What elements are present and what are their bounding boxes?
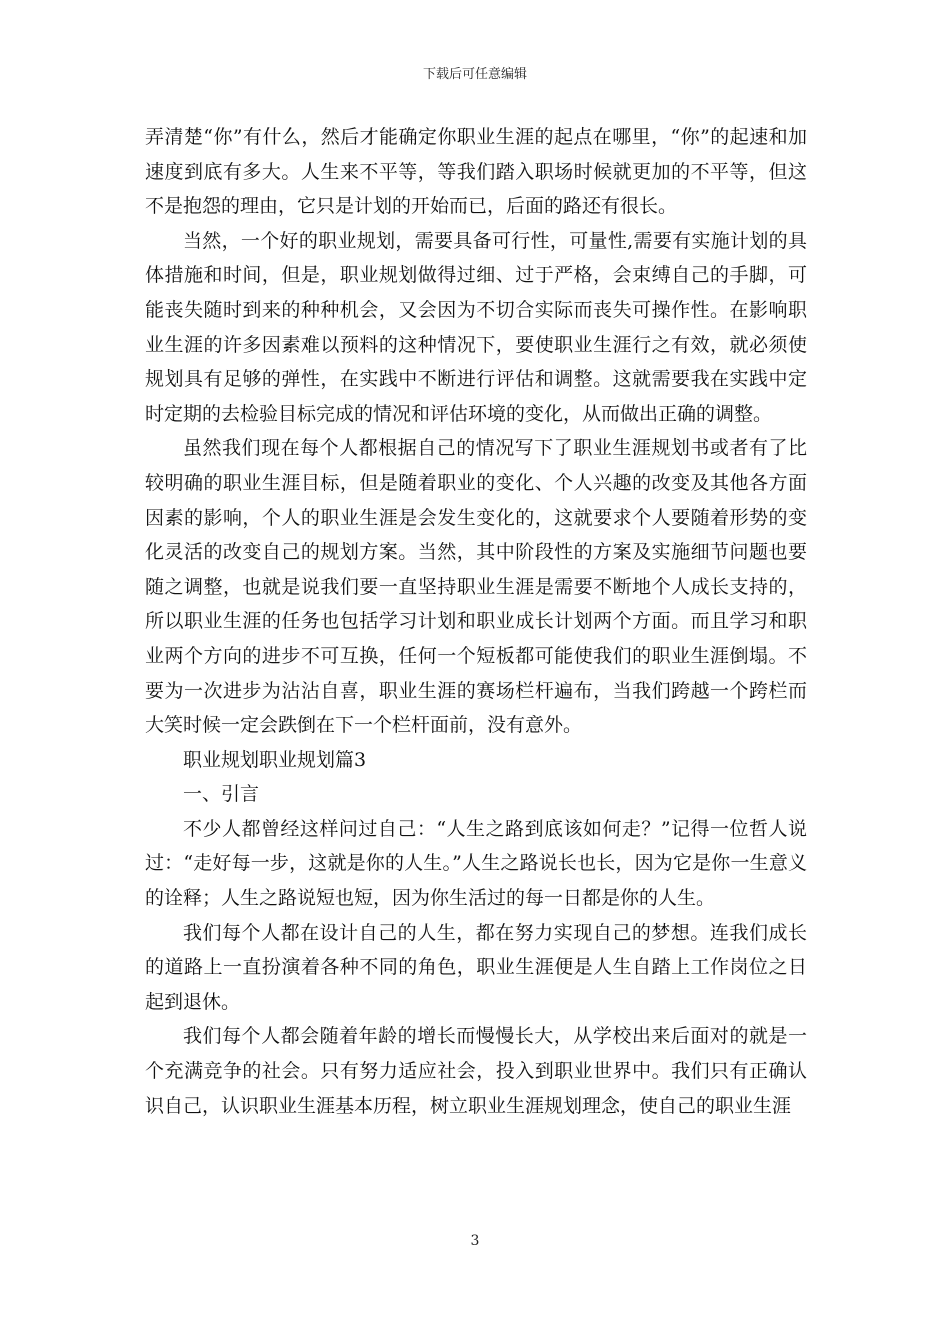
paragraph: 虽然我们现在每个人都根据自己的情况写下了职业生涯规划书或者有了比较明确的职业生涯目标，但是随着职业的变化、个人兴趣的改变及其他各方面因素的影响，个人的职业生涯是会发生变化的，这就要求个人要随着形势的变化灵活的改变自己的规划方案。当然，其中阶段性的方案及实施细节问题也要随之调整，也就是说我们要一直坚持职业生涯是需要不断地个人成长支持的，所以职业生涯的任务也包括学习计划和职业成长计划两个方面。而且学习和职业两个方向的进步不可互换，任何一个短板都可能使我们的职业生涯倒塌。不要为一次进步为沾沾自喜，职业生涯的赛场栏杆遍布，当我们跨越一个跨栏而大笑时候一定会跌倒在下一个栏杆面前，没有意外。 — [145, 437, 807, 737]
section-heading: 职业规划职业规划篇3 — [183, 748, 367, 771]
paragraph: 当然，一个好的职业规划，需要具备可行性，可量性,需要有实施计划的具体措施和时间，但是，职业规划做得过细、过于严格，会束缚自己的手脚，可能丧失随时到来的种种机会，又会因为不切合实际而丧失可操作性。在影响职业生涯的许多因素难以预料的这种情况下，要使职业生涯行之有效，就必须使规划具有足够的弹性，在实践中不断进行评估和调整。这就需要我在实践中定时定期的去检验目标完成的情况和评估环境的变化，从而做出正确的调整。 — [145, 229, 807, 425]
paragraph: 我们每个人都会随着年龄的增长而慢慢长大，从学校出来后面对的就是一个充满竞争的社会。只有努力适应社会，投入到职业世界中。我们只有正确认识自己，认识职业生涯基本历程，树立职业生涯规划理念，使自己的职业生涯 — [145, 1025, 807, 1117]
paragraph-continued: 弄清楚“你”有什么，然后才能确定你职业生涯的起点在哪里，“你”的起速和加速度到底有多大。人生来不平等，等我们踏入职场时候就更加的不平等，但这不是抱怨的理由，它只是计划的开始而已，后面的路还有很长。 — [145, 126, 807, 218]
paragraph: 我们每个人都在设计自己的人生，都在努力实现自己的梦想。连我们成长的道路上一直扮演着各种不同的角色，职业生涯便是人生自踏上工作岗位之日起到退休。 — [145, 921, 807, 1013]
document-body — [145, 120, 807, 1123]
paragraph: 不少人都曾经这样问过自己：“人生之路到底该如何走？”记得一位哲人说过：“走好每一步，这就是你的人生。”人生之路说长也长，因为它是你一生意义的诠释；人生之路说短也短，因为你生活过的每一日都是你的人生。 — [145, 817, 807, 910]
subsection-heading: 一、引言 — [183, 783, 260, 806]
page-number: 3 — [470, 1233, 480, 1249]
page-header: 下载后可任意编辑 — [422, 67, 527, 82]
